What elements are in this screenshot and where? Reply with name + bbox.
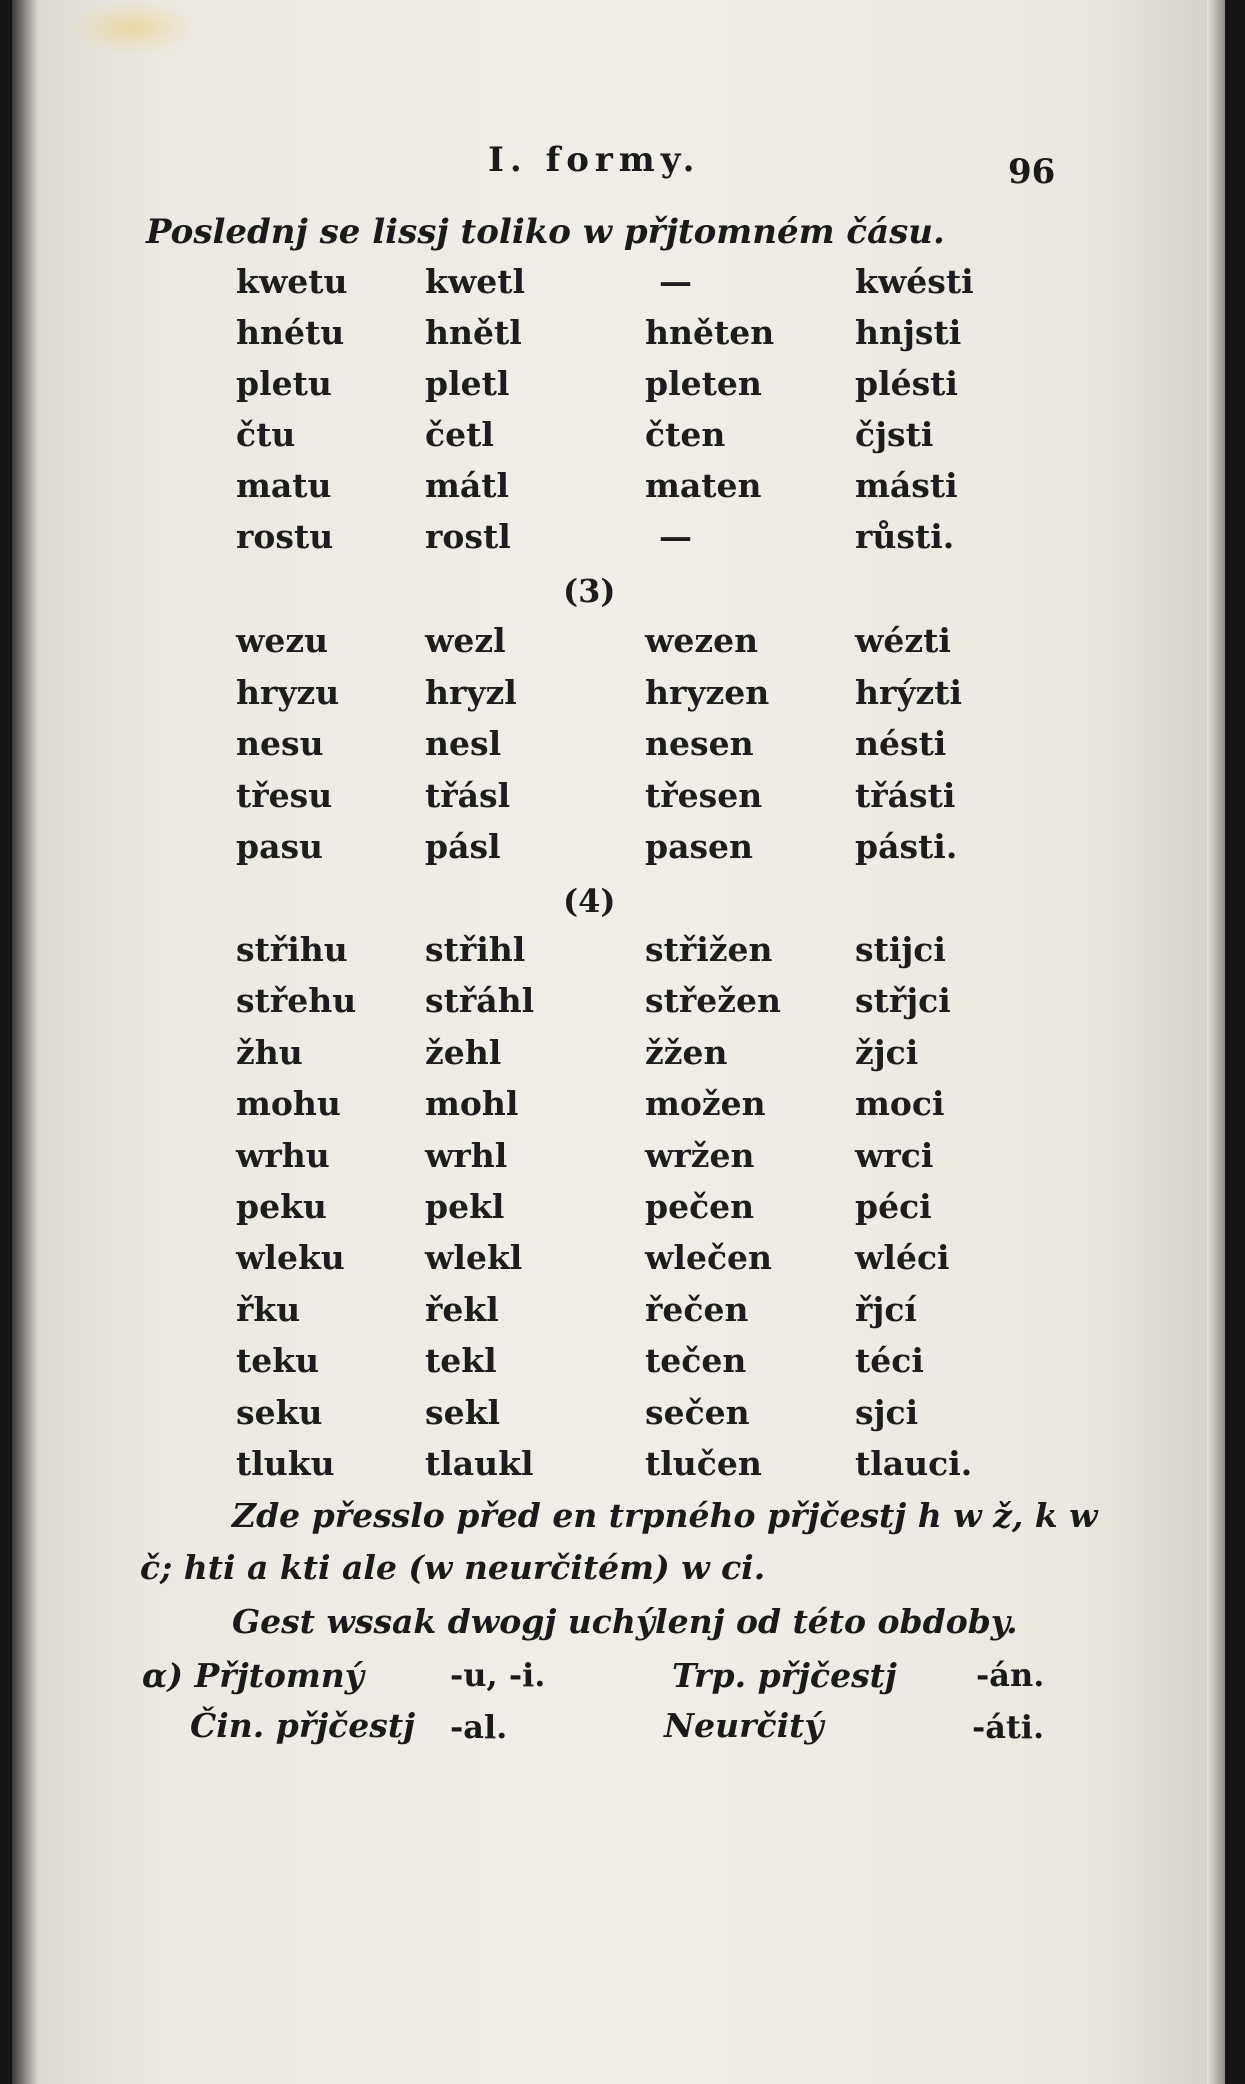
form-passive-participle: wezen — [645, 621, 759, 660]
form-infinitive: kwésti — [855, 262, 974, 301]
form-past: pásl — [425, 827, 501, 866]
form-present: řku — [236, 1289, 301, 1329]
form-passive-participle: střežen — [645, 981, 781, 1021]
form-past: wlekl — [425, 1238, 523, 1278]
form-infinitive: žjci — [855, 1032, 919, 1072]
form-passive-participle: pečen — [645, 1187, 755, 1226]
form-present: pletu — [236, 364, 332, 403]
form-present: nesu — [236, 724, 324, 763]
form-past: četl — [425, 415, 494, 454]
form-present: wleku — [236, 1238, 345, 1278]
summary-present-label: α) Přjtomný — [142, 1656, 364, 1695]
form-past: sekl — [425, 1392, 500, 1432]
form-past: hnětl — [425, 313, 522, 352]
form-passive-participle: maten — [645, 466, 762, 505]
summary-active-label: Čin. přjčestj — [190, 1706, 416, 1745]
form-past: střáhl — [425, 981, 535, 1021]
form-passive-participle: pasen — [645, 827, 754, 866]
form-passive-participle: — — [659, 517, 692, 556]
form-past: wrhl — [425, 1135, 508, 1175]
form-infinitive: plésti — [855, 364, 958, 403]
form-present: pasu — [236, 827, 324, 866]
form-passive-participle: střižen — [645, 930, 773, 969]
running-head: I. formy. — [488, 140, 701, 180]
form-past: mátl — [425, 466, 510, 505]
form-infinitive: wézti — [855, 621, 951, 660]
form-passive-participle: wržen — [645, 1135, 755, 1175]
form-past: mohl — [425, 1084, 519, 1124]
form-present: čtu — [236, 415, 296, 454]
form-present: tluku — [236, 1444, 335, 1483]
form-past: rostl — [425, 517, 511, 556]
form-past: kwetl — [425, 262, 526, 301]
form-present: třesu — [236, 775, 333, 815]
form-infinitive: sjci — [855, 1392, 919, 1432]
form-passive-participle: tlučen — [645, 1444, 762, 1483]
form-present: hryzu — [236, 672, 340, 712]
form-past: pekl — [425, 1187, 505, 1226]
section-label-4: (4) — [563, 882, 616, 920]
form-present: kwetu — [236, 262, 348, 301]
form-present: hnétu — [236, 313, 345, 352]
page-stain — [67, 0, 197, 55]
summary-infinitive-label: Neurčitý — [664, 1706, 824, 1745]
form-passive-participle: hryzen — [645, 672, 770, 712]
form-past: tlaukl — [425, 1444, 534, 1483]
form-present: mohu — [236, 1084, 341, 1124]
form-passive-participle: čten — [645, 415, 726, 454]
note-line-2: č; hti a kti ale (w neurčitém) w ci. — [140, 1548, 766, 1587]
form-passive-participle: možen — [645, 1084, 766, 1124]
form-past: pletl — [425, 364, 510, 403]
page-edge-shadow — [1207, 0, 1225, 2084]
form-passive-participle: hněten — [645, 313, 775, 352]
summary-present-endings: -u, -i. — [450, 1656, 546, 1694]
form-passive-participle: tečen — [645, 1341, 747, 1381]
form-infinitive: téci — [855, 1341, 924, 1381]
form-passive-participle: řečen — [645, 1289, 749, 1329]
form-infinitive: wléci — [855, 1238, 950, 1278]
form-infinitive: hrýzti — [855, 672, 963, 712]
summary-infinitive-endings: -áti. — [972, 1708, 1045, 1746]
form-present: teku — [236, 1341, 320, 1381]
form-present: peku — [236, 1187, 327, 1226]
form-infinitive: růsti. — [855, 517, 955, 556]
form-infinitive: tlauci. — [855, 1444, 973, 1483]
intro-line: Poslednj se lissj toliko w přjtomném čásu. — [146, 212, 945, 252]
form-past: nesl — [425, 724, 502, 763]
form-passive-participle: nesen — [645, 724, 754, 763]
form-passive-participle: — — [659, 262, 692, 301]
form-infinitive: hnjsti — [855, 313, 962, 352]
form-present: střehu — [236, 981, 357, 1021]
form-passive-participle: třesen — [645, 775, 763, 815]
form-infinitive: střjci — [855, 981, 951, 1021]
form-infinitive: wrci — [855, 1135, 934, 1175]
form-present: wezu — [236, 621, 329, 660]
form-past: hryzl — [425, 672, 517, 712]
form-past: třásl — [425, 775, 511, 815]
form-past: řekl — [425, 1289, 499, 1329]
form-present: seku — [236, 1392, 323, 1432]
form-infinitive: stijci — [855, 930, 946, 969]
form-present: žhu — [236, 1032, 303, 1072]
form-past: žehl — [425, 1032, 502, 1072]
form-passive-participle: sečen — [645, 1392, 750, 1432]
form-present: střihu — [236, 930, 348, 969]
summary-active-endings: -al. — [450, 1708, 508, 1746]
form-present: rostu — [236, 517, 334, 556]
form-past: wezl — [425, 621, 506, 660]
form-infinitive: řjcí — [855, 1289, 917, 1329]
form-past: tekl — [425, 1341, 497, 1381]
form-past: střihl — [425, 930, 526, 969]
summary-passive-endings: -án. — [976, 1656, 1045, 1694]
form-infinitive: čjsti — [855, 415, 934, 454]
form-present: matu — [236, 466, 332, 505]
form-infinitive: moci — [855, 1084, 945, 1124]
form-passive-participle: žžen — [645, 1032, 728, 1072]
form-infinitive: třásti — [855, 775, 956, 815]
form-passive-participle: pleten — [645, 364, 762, 403]
form-infinitive: nésti — [855, 724, 947, 763]
summary-passive-label: Trp. přjčestj — [672, 1656, 897, 1695]
form-infinitive: pásti. — [855, 827, 958, 866]
book-page — [12, 0, 1225, 2084]
form-passive-participle: wlečen — [645, 1238, 773, 1278]
note-line-3: Gest wssak dwogj uchýlenj od této obdoby. — [232, 1602, 1018, 1641]
book-spine-shadow — [12, 0, 38, 2084]
form-present: wrhu — [236, 1135, 330, 1175]
note-line-1: Zde přesslo před en trpného přjčestj h w ž, k w — [232, 1496, 1098, 1535]
page-number: 96 — [1008, 152, 1056, 192]
section-label-3: (3) — [563, 572, 616, 610]
form-infinitive: péci — [855, 1187, 932, 1226]
form-infinitive: másti — [855, 466, 958, 505]
